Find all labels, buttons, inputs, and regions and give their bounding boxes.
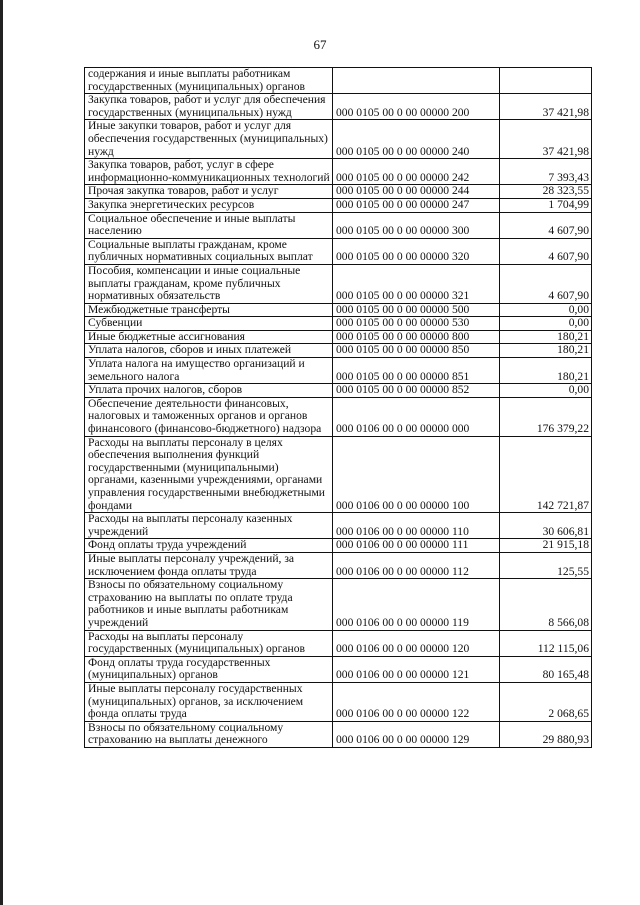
table-row (85, 185, 592, 199)
table-row (85, 436, 592, 513)
row-sum-cell: 4 607,90 (500, 264, 592, 303)
row-code-cell: 000 0105 00 0 00 00000 242 (333, 159, 500, 185)
table-row (85, 212, 592, 238)
row-sum-cell: 4 607,90 (500, 238, 592, 264)
row-name-cell: Социальное обеспечение и иные выплаты населению (85, 212, 333, 238)
row-name-cell: Закупка энергетических ресурсов (85, 198, 333, 212)
row-sum-cell: 125,55 (500, 552, 592, 578)
row-code-cell: 000 0105 00 0 00 00000 320 (333, 238, 500, 264)
row-code-cell: 000 0106 00 0 00 00000 121 (333, 656, 500, 682)
row-sum-cell: 80 165,48 (500, 656, 592, 682)
row-sum-cell: 1 704,99 (500, 198, 592, 212)
table-row (85, 539, 592, 553)
row-sum-cell: 29 880,93 (500, 721, 592, 747)
row-code-cell: 000 0105 00 0 00 00000 300 (333, 212, 500, 238)
row-sum-cell: 4 607,90 (500, 212, 592, 238)
page-number: 67 (313, 37, 327, 52)
table-row (85, 159, 592, 185)
row-code-cell: 000 0106 00 0 00 00000 111 (333, 539, 500, 553)
row-name-cell: Межбюджетные трансферты (85, 303, 333, 317)
table-row (85, 579, 592, 630)
row-code-cell: 000 0105 00 0 00 00000 200 (333, 94, 500, 120)
table-row (85, 303, 592, 317)
row-name-cell: Уплата налогов, сборов и иных платежей (85, 344, 333, 358)
row-sum-cell: 0,00 (500, 384, 592, 398)
row-code-cell: 000 0105 00 0 00 00000 247 (333, 198, 500, 212)
row-name-cell: Уплата прочих налогов, сборов (85, 384, 333, 398)
scan-edge (0, 0, 3, 905)
row-sum-cell: 180,21 (500, 330, 592, 344)
row-code-cell: 000 0106 00 0 00 00000 000 (333, 397, 500, 436)
budget-table-body (85, 68, 592, 748)
table-row (85, 656, 592, 682)
row-name-cell: Взносы по обязательному социальному страхованию на выплаты по оплате труда работников и иные выплаты работникам учреждений (85, 579, 333, 630)
row-name-cell: Обеспечение деятельности финансовых, налоговых и таможенных органов и органов финансового (финансово-бюджетного) надзора (85, 397, 333, 436)
row-sum-cell: 7 393,43 (500, 159, 592, 185)
row-code-cell: 000 0105 00 0 00 00000 852 (333, 384, 500, 398)
row-code-cell: 000 0106 00 0 00 00000 129 (333, 721, 500, 747)
row-name-cell: Расходы на выплаты персоналу государственных (муниципальных) органов (85, 630, 333, 656)
row-sum-cell: 176 379,22 (500, 397, 592, 436)
row-code-cell: 000 0105 00 0 00 00000 851 (333, 358, 500, 384)
table-row (85, 238, 592, 264)
row-sum-cell: 21 915,18 (500, 539, 592, 553)
row-code-cell: 000 0105 00 0 00 00000 530 (333, 317, 500, 331)
row-code-cell: 000 0106 00 0 00 00000 110 (333, 513, 500, 539)
row-name-cell: Социальные выплаты гражданам, кроме публичных нормативных социальных выплат (85, 238, 333, 264)
table-row (85, 513, 592, 539)
table-row (85, 317, 592, 331)
budget-table (84, 67, 592, 748)
table-row (85, 384, 592, 398)
row-code-cell: 000 0105 00 0 00 00000 850 (333, 344, 500, 358)
table-row (85, 330, 592, 344)
row-name-cell: Закупка товаров, работ, услуг в сфере информационно-коммуникационных технологий (85, 159, 333, 185)
row-sum-cell: 37 421,98 (500, 120, 592, 159)
row-code-cell: 000 0106 00 0 00 00000 120 (333, 630, 500, 656)
row-name-cell: Расходы на выплаты персоналу в целях обеспечения выполнения функций государственными (муниципальными) органами, казенными учреждениями, органами управления государственными внебюджетными фондами (85, 436, 333, 513)
table-row (85, 358, 592, 384)
row-name-cell: Иные выплаты персоналу государственных (муниципальных) органов, за исключением фонда оплаты труда (85, 682, 333, 721)
table-row (85, 94, 592, 120)
row-sum-cell: 2 068,65 (500, 682, 592, 721)
row-code-cell: 000 0105 00 0 00 00000 240 (333, 120, 500, 159)
row-code-cell: 000 0105 00 0 00 00000 244 (333, 185, 500, 199)
row-name-cell: Субвенции (85, 317, 333, 331)
row-code-cell: 000 0106 00 0 00 00000 100 (333, 436, 500, 513)
row-name-cell: Уплата налога на имущество организаций и земельного налога (85, 358, 333, 384)
table-row (85, 264, 592, 303)
row-name-cell: Фонд оплаты труда государственных (муниципальных) органов (85, 656, 333, 682)
table-row (85, 344, 592, 358)
row-code-cell (333, 68, 500, 94)
row-name-cell: Взносы по обязательному социальному страхованию на выплаты денежного (85, 721, 333, 747)
row-name-cell: Закупка товаров, работ и услуг для обеспечения государственных (муниципальных) нужд (85, 94, 333, 120)
row-name-cell: Иные бюджетные ассигнования (85, 330, 333, 344)
row-sum-cell: 37 421,98 (500, 94, 592, 120)
table-row (85, 397, 592, 436)
row-code-cell: 000 0105 00 0 00 00000 800 (333, 330, 500, 344)
row-name-cell: Прочая закупка товаров, работ и услуг (85, 185, 333, 199)
row-name-cell: Пособия, компенсации и иные социальные выплаты гражданам, кроме публичных нормативных обязательств (85, 264, 333, 303)
row-name-cell: Иные выплаты персоналу учреждений, за исключением фонда оплаты труда (85, 552, 333, 578)
row-sum-cell: 0,00 (500, 317, 592, 331)
row-sum-cell: 0,00 (500, 303, 592, 317)
table-row (85, 68, 592, 94)
row-sum-cell: 30 606,81 (500, 513, 592, 539)
row-sum-cell: 180,21 (500, 344, 592, 358)
row-name-cell: Фонд оплаты труда учреждений (85, 539, 333, 553)
row-sum-cell: 142 721,87 (500, 436, 592, 513)
table-row (85, 120, 592, 159)
row-name-cell: содержания и иные выплаты работникам государственных (муниципальных) органов (85, 68, 333, 94)
row-sum-cell: 180,21 (500, 358, 592, 384)
row-code-cell: 000 0105 00 0 00 00000 500 (333, 303, 500, 317)
table-row (85, 682, 592, 721)
row-code-cell: 000 0106 00 0 00 00000 119 (333, 579, 500, 630)
row-sum-cell (500, 68, 592, 94)
row-name-cell: Иные закупки товаров, работ и услуг для обеспечения государственных (муниципальных) нужд (85, 120, 333, 159)
table-row (85, 630, 592, 656)
table-row (85, 721, 592, 747)
row-name-cell: Расходы на выплаты персоналу казенных учреждений (85, 513, 333, 539)
row-sum-cell: 28 323,55 (500, 185, 592, 199)
table-row (85, 198, 592, 212)
table-row (85, 552, 592, 578)
row-code-cell: 000 0106 00 0 00 00000 112 (333, 552, 500, 578)
row-sum-cell: 8 566,08 (500, 579, 592, 630)
row-code-cell: 000 0105 00 0 00 00000 321 (333, 264, 500, 303)
row-sum-cell: 112 115,06 (500, 630, 592, 656)
row-code-cell: 000 0106 00 0 00 00000 122 (333, 682, 500, 721)
